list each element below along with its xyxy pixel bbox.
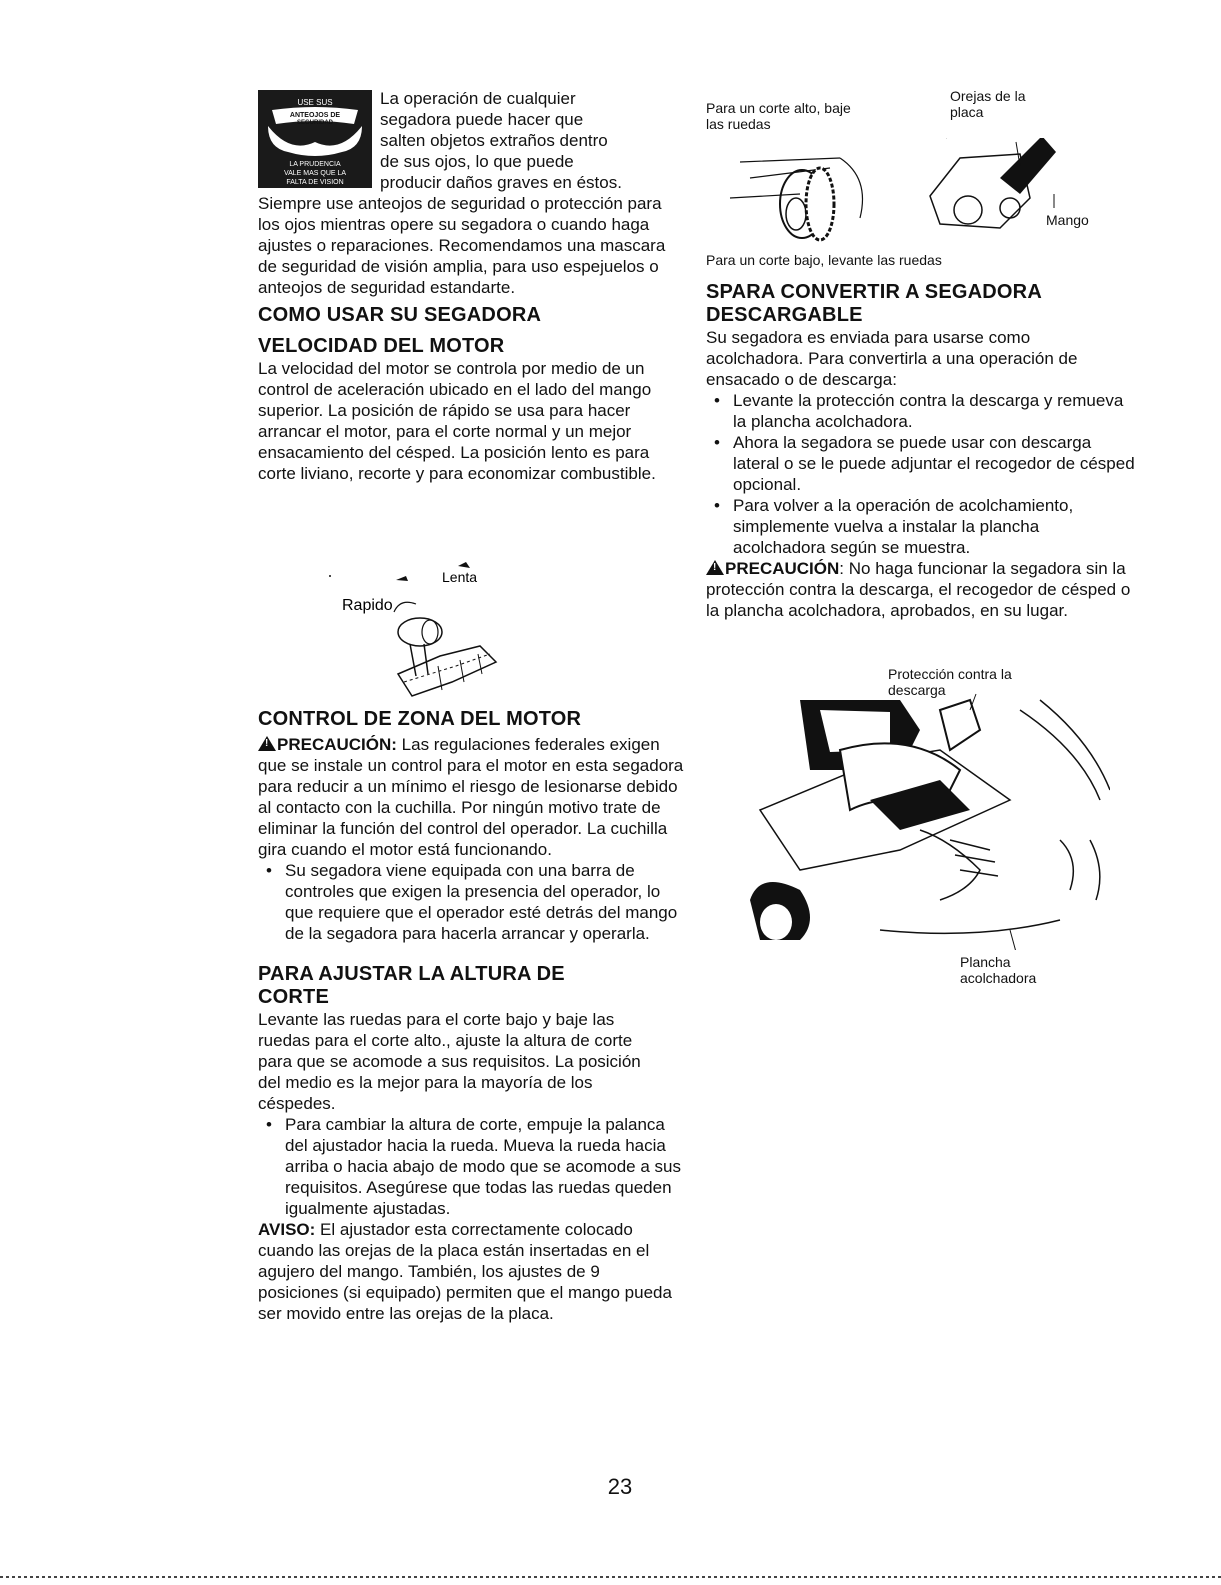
badge-line-2: ANTEOJOS DE bbox=[289, 112, 341, 119]
intro-paragraph: Siempre use anteojos de seguridad o protección para los ojos mientras opere su segadora o cuando haga ajustes o reparaciones. Recomendamos una mascara de seguridad de visión amplia, para uso espejuelos o anteojos de seguridad estandarte. bbox=[258, 194, 666, 297]
list-item: • Para cambiar la altura de corte, empuje la palanca del ajustador hacia la rueda. Mueva la rueda hacia arriba o hacia abajo de modo que se acomode a sus requisitos. Asegúrese que todas las ruedas queden igualmente ajustadas. bbox=[258, 1114, 688, 1219]
height-paragraph: Levante las ruedas para el corte bajo y baje las ruedas para el corte alto., ajuste la altura de corte para que se acomode a sus requisitos. La posición del medio es la mejor para la mayoría de los céspedes. bbox=[258, 1010, 641, 1113]
fig-ears-caption: Orejas de la placa bbox=[950, 88, 1026, 120]
caution-label: PRECAUCIÓN: bbox=[277, 735, 397, 754]
caution-text: : No haga funcionar la segadora sin la protección contra la descarga, el recogedor de césped o la plancha acolchadora, aprobados, en su lugar. bbox=[706, 559, 1131, 620]
mulch-plate-illustration bbox=[740, 690, 1110, 950]
height-adjust-illustration bbox=[720, 138, 1060, 254]
speed-paragraph: La velocidad del motor se controla por medio de un control de aceleración ubicado en el lado del mango superior. La posición de rápido se usa para hacer arrancar el motor, para el corte normal y un mejor ensacamiento del césped. La posición lento es para corte liviano, recorte y para economizar combustible. bbox=[258, 359, 656, 483]
badge-line-3: SEGURIDAD bbox=[296, 120, 334, 126]
badge-line-4: LA PRUDENCIA bbox=[289, 161, 341, 168]
caution-text: Las regulaciones federales exigen que se instale un control para el motor en esta segadora para reducir a un mínimo el riesgo de lesionarse debido al contacto con la cuchilla. Por ningún motivo trate de eliminar la función del control del operador. La cuchilla gira cuando el motor está funcionando. bbox=[258, 735, 684, 859]
heading-control-zona: CONTROL DE ZONA DEL MOTOR bbox=[258, 708, 582, 730]
intro-lines bbox=[380, 88, 690, 193]
fig-plate-caption: Plancha acolchadora bbox=[960, 954, 1037, 986]
throttle-fast-label: Rapido bbox=[342, 597, 393, 614]
heading-convertir: SPARA CONVERTIR A SEGADORA DESCARGABLE bbox=[706, 281, 1042, 326]
left-column-lower bbox=[258, 708, 688, 1324]
caution-label: PRECAUCIÓN bbox=[725, 559, 840, 578]
notice-paragraph bbox=[258, 1219, 678, 1324]
notice-label: AVISO: bbox=[258, 1220, 316, 1239]
safety-glasses-badge bbox=[258, 90, 372, 188]
heading-altura: PARA AJUSTAR LA ALTURA DE CORTE bbox=[258, 963, 565, 1008]
list-item: • Levante la protección contra la descarga y remueva la plancha acolchadora. bbox=[706, 390, 1136, 432]
badge-line-6: FALTA DE VISION bbox=[286, 179, 344, 186]
fig-guard-caption: Protección contra la descarga bbox=[888, 666, 1012, 698]
warning-icon bbox=[706, 560, 724, 575]
throttle-slow-label: Lenta bbox=[442, 569, 478, 585]
convert-intro: Su segadora es enviada para usarse como acolchadora. Para convertirla a una operación de ensacado o de descarga: bbox=[706, 328, 1078, 389]
throttle-control-illustration bbox=[320, 556, 520, 706]
list-item: • Para volver a la operación de acolchamiento, simplemente vuelva a instalar la plancha acolchadora según se muestra. bbox=[706, 495, 1136, 558]
list-item: • Ahora la segadora se puede usar con descarga lateral o se le puede adjuntar el recogedor de césped opcional. bbox=[706, 432, 1136, 495]
heading-como-usar: COMO USAR SU SEGADORA bbox=[258, 304, 542, 326]
zone-caution-paragraph bbox=[258, 734, 688, 860]
fig-high-cut-caption: Para un corte alto, baje las ruedas bbox=[706, 100, 851, 132]
height-bullets bbox=[258, 1114, 688, 1219]
intro-line: salten objetos extraños dentro bbox=[380, 131, 608, 150]
intro-line: segadora puede hacer que bbox=[380, 110, 584, 129]
badge-line-1: USE SUS bbox=[297, 98, 333, 107]
intro-line: de sus ojos, lo que puede bbox=[380, 152, 574, 171]
page-number: 23 bbox=[607, 1474, 633, 1499]
intro-line: La operación de cualquier bbox=[380, 89, 576, 108]
convert-caution-paragraph bbox=[706, 558, 1136, 621]
right-column bbox=[706, 281, 1136, 621]
intro-line: producir daños graves en éstos. bbox=[380, 173, 622, 192]
list-item: • Su segadora viene equipada con una barra de controles que exigen la presencia del operador, lo que requiere que el operador esté detrás del mango de la segadora para hacerla arrancar y operarla. bbox=[258, 860, 688, 944]
bottom-border bbox=[0, 1576, 1221, 1578]
convert-bullets bbox=[706, 390, 1136, 558]
turtle-icon bbox=[458, 562, 470, 568]
left-column bbox=[258, 193, 688, 484]
warning-icon bbox=[258, 736, 276, 751]
zone-bullets bbox=[258, 860, 688, 944]
rabbit-icon bbox=[396, 576, 408, 581]
badge-line-5: VALE MAS QUE LA bbox=[283, 170, 347, 177]
fig-handle-caption: Mango bbox=[1046, 212, 1089, 228]
fig-low-cut-caption: Para un corte bajo, levante las ruedas bbox=[706, 252, 942, 268]
heading-velocidad: VELOCIDAD DEL MOTOR bbox=[258, 335, 505, 357]
notice-text: El ajustador esta correctamente colocado cuando las orejas de la placa están insertadas en el agujero del mango. También, los ajustes de 9 posiciones (si equipado) permiten que el mango pueda ser movido entre las orejas de la placa. bbox=[258, 1220, 672, 1323]
